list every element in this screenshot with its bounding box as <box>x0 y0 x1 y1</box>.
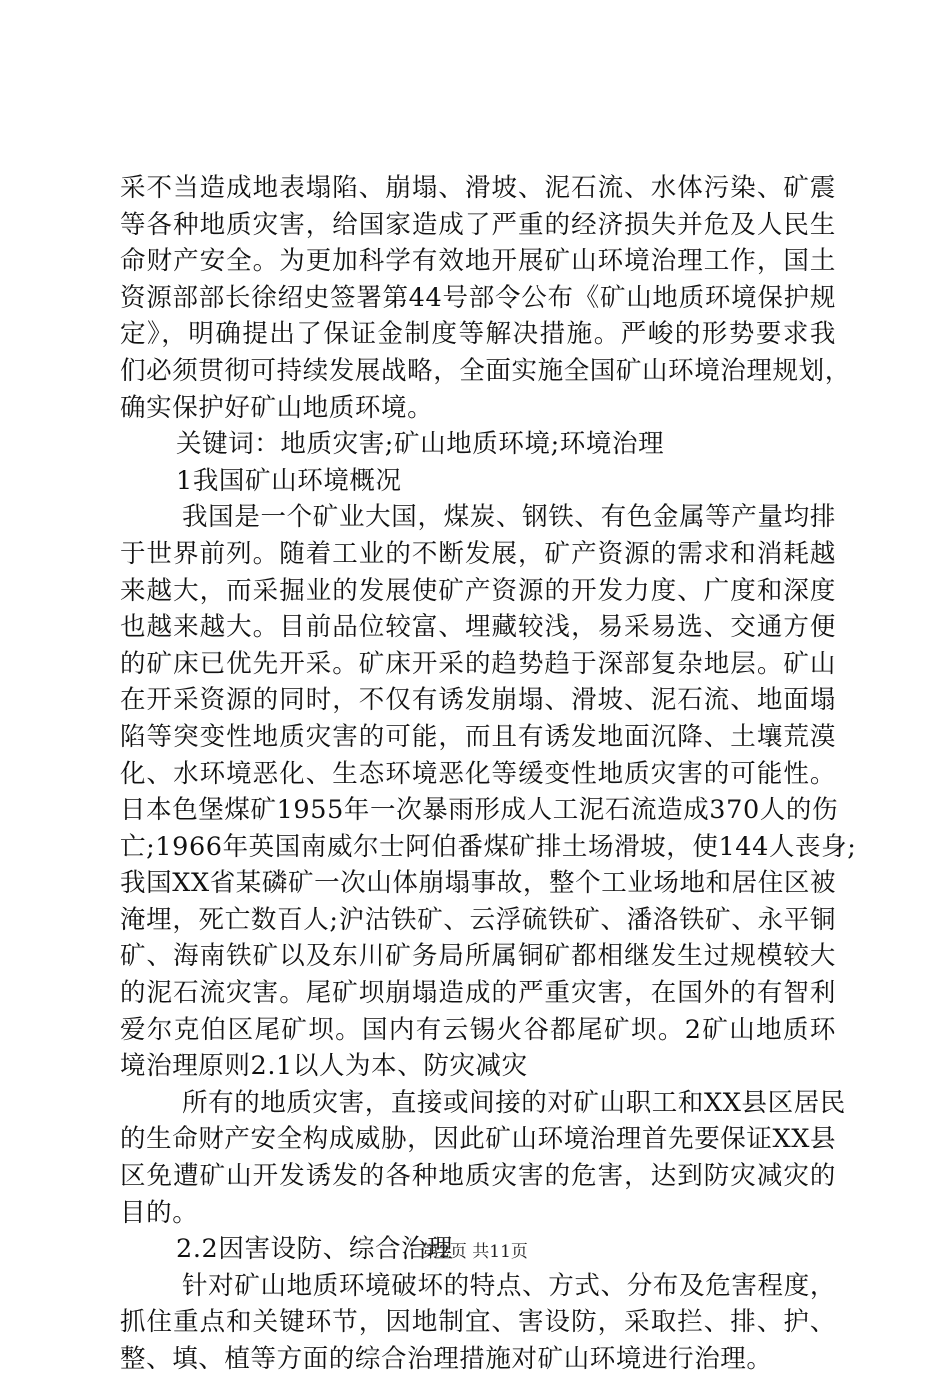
text-line: 淹埋，死亡数百人;沪沽铁矿、云浮硫铁矿、潘洛铁矿、永平铜 <box>120 904 836 935</box>
text-line: 资源部部长徐绍史签署第44号部令公布《矿山地质环境保护规 <box>120 282 836 313</box>
text-line: 来越大，而采掘业的发展使矿产资源的开发力度、广度和深度 <box>120 575 836 606</box>
text-line: 矿、海南铁矿以及东川矿务局所属铜矿都相继发生过规模较大 <box>120 941 836 972</box>
text-line: 定》，明确提出了保证金制度等解决措施。严峻的形势要求我 <box>120 319 836 350</box>
text-line: 针对矿山地质环境破坏的特点、方式、分布及危害程度， <box>182 1270 836 1301</box>
text-line: 2.2因害设防、综合治理 <box>176 1234 454 1265</box>
text-line: 等各种地质灾害，给国家造成了严重的经济损失并危及人民生 <box>120 209 836 240</box>
text-line: 化、水环境恶化、生态环境恶化等缓变性地质灾害的可能性。 <box>120 758 836 789</box>
text-line: 区免遭矿山开发诱发的各种地质灾害的危害，达到防灾减灾的 <box>120 1161 836 1192</box>
text-line: 也越来越大。目前品位较富、埋藏较浅，易采易选、交通方便 <box>120 612 836 643</box>
text-line: 于世界前列。随着工业的不断发展，矿产资源的需求和消耗越 <box>120 538 836 569</box>
text-line: 陷等突变性地质灾害的可能，而且有诱发地面沉降、土壤荒漠 <box>120 721 836 752</box>
text-line: 1我国矿山环境概况 <box>176 465 402 496</box>
page-footer: 第2页 共11页 <box>422 1242 528 1262</box>
text-line: 爱尔克伯区尾矿坝。国内有云锡火谷都尾矿坝。2矿山地质环 <box>120 1014 836 1045</box>
text-line: 整、填、植等方面的综合治理措施对矿山环境进行治理。 <box>120 1344 773 1374</box>
text-line: 境治理原则2.1以人为本、防灾减灾 <box>120 1051 528 1082</box>
text-line: 日本色堡煤矿1955年一次暴雨形成人工泥石流造成370人的伤 <box>120 795 839 826</box>
text-line: 确实保护好矿山地质环境。 <box>120 392 434 423</box>
text-line: 采不当造成地表塌陷、崩塌、滑坡、泥石流、水体污染、矿震 <box>120 173 836 203</box>
text-line: 在开采资源的同时，不仅有诱发崩塌、滑坡、泥石流、地面塌 <box>120 685 836 716</box>
text-line: 亡;1966年英国南威尔士阿伯番煤矿排土场滑坡，使144人丧身; <box>120 831 857 862</box>
text-line: 目的。 <box>120 1197 199 1228</box>
body-text <box>120 170 857 1378</box>
text-line: 的矿床已优先开采。矿床开采的趋势趋于深部复杂地层。矿山 <box>120 648 836 679</box>
text-line: 的生命财产安全构成威胁，因此矿山环境治理首先要保证XX县 <box>120 1124 837 1155</box>
text-line: 关键词：地质灾害;矿山地质环境;环境治理 <box>176 429 665 460</box>
text-line: 我国是一个矿业大国，煤炭、钢铁、有色金属等产量均排 <box>182 502 836 533</box>
text-line: 所有的地质灾害，直接或间接的对矿山职工和XX县区居民 <box>182 1087 846 1118</box>
text-line: 抓住重点和关键环节，因地制宜、害设防，采取拦、排、护、 <box>120 1307 836 1338</box>
text-line: 们必须贯彻可持续发展战略，全面实施全国矿山环境治理规划， <box>120 355 851 386</box>
text-line: 的泥石流灾害。尾矿坝崩塌造成的严重灾害，在国外的有智利 <box>120 978 836 1009</box>
text-line: 我国XX省某磷矿一次山体崩塌事故，整个工业场地和居住区被 <box>120 868 837 899</box>
text-line: 命财产安全。为更加科学有效地开展矿山环境治理工作，国土 <box>120 246 836 277</box>
